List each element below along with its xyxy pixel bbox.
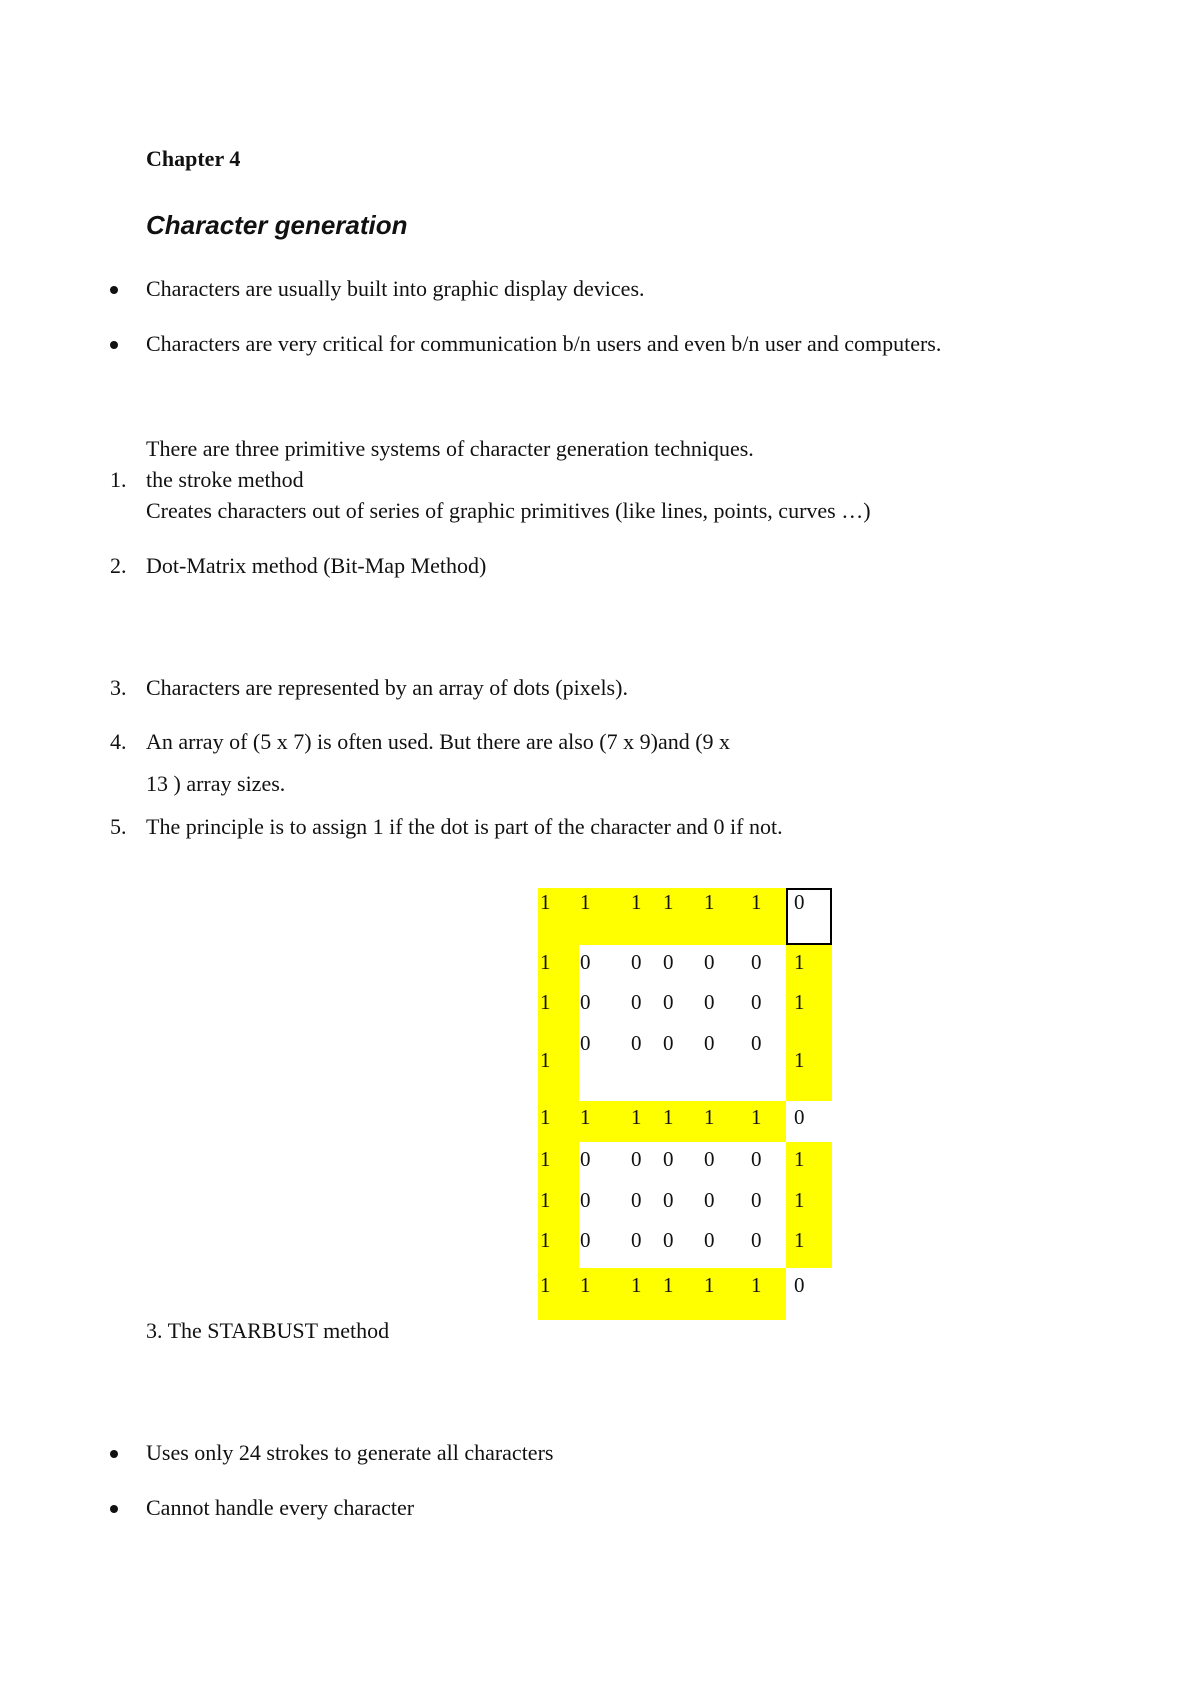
bitmap-cell: 1 xyxy=(663,1273,674,1297)
bitmap-cell: 0 xyxy=(751,950,762,974)
highlight-right-upper xyxy=(786,945,832,1101)
bitmap-cell: 0 xyxy=(663,1228,674,1252)
list-number: 3. xyxy=(110,675,127,700)
bitmap-cell: 0 xyxy=(663,1188,674,1212)
bitmap-cell: 1 xyxy=(580,1273,591,1297)
bitmap-cell: 1 xyxy=(580,890,591,914)
bitmap-cell: 0 xyxy=(751,990,762,1014)
bitmap-cell: 0 xyxy=(631,1188,642,1212)
bitmap-cell: 1 xyxy=(794,950,805,974)
bitmap-cell: 1 xyxy=(794,990,805,1014)
bitmap-grid xyxy=(538,888,832,1320)
starburst-heading: 3. The STARBUST method xyxy=(146,1318,390,1343)
bitmap-cell: 1 xyxy=(540,890,551,914)
bitmap-cell: 1 xyxy=(663,890,674,914)
techniques-intro: There are three primitive systems of character generation techniques. xyxy=(146,436,754,461)
bullet-icon xyxy=(110,1450,118,1458)
bitmap-cell: 1 xyxy=(631,1105,642,1129)
bitmap-cell: 0 xyxy=(580,1228,591,1252)
bitmap-cell: 1 xyxy=(540,1048,551,1072)
page-title: Character generation xyxy=(146,210,408,240)
bitmap-cell: 1 xyxy=(794,1048,805,1072)
bitmap-cell: 0 xyxy=(663,1147,674,1171)
bitmap-cell: 1 xyxy=(540,1273,551,1297)
bitmap-cell: 0 xyxy=(663,1031,674,1055)
bitmap-cell: 0 xyxy=(751,1228,762,1252)
highlight-right-lower xyxy=(786,1142,832,1268)
list-item-dot-matrix: Dot-Matrix method (Bit-Map Method) xyxy=(146,553,487,578)
list-number: 4. xyxy=(110,729,127,754)
bitmap-cell: 1 xyxy=(540,1228,551,1252)
list-item-array-sizes-cont: 13 ) array sizes. xyxy=(146,771,286,796)
highlight-middle-row xyxy=(538,1101,786,1142)
corner-box xyxy=(786,888,832,945)
bitmap-cell: 0 xyxy=(751,1188,762,1212)
bitmap-cell: 1 xyxy=(540,1147,551,1171)
list-number: 5. xyxy=(110,814,127,839)
list-item-stroke-desc: Creates characters out of series of graphic primitives (like lines, points, curves …) xyxy=(146,498,871,523)
bitmap-cell: 0 xyxy=(580,1147,591,1171)
bullet-icon xyxy=(110,286,118,294)
bitmap-cell: 0 xyxy=(704,990,715,1014)
bitmap-cell: 0 xyxy=(631,990,642,1014)
list-item-principle: The principle is to assign 1 if the dot is part of the character and 0 if not. xyxy=(146,814,783,839)
bitmap-cell: 0 xyxy=(794,890,805,914)
bitmap-cell: 1 xyxy=(704,1273,715,1297)
bullet-item: Characters are very critical for communication b/n users and even b/n user and computers. xyxy=(146,331,942,356)
bullet-item: Uses only 24 strokes to generate all characters xyxy=(146,1440,554,1465)
bitmap-cell: 0 xyxy=(704,1031,715,1055)
bitmap-cell: 0 xyxy=(704,950,715,974)
bitmap-cell: 1 xyxy=(751,1273,762,1297)
list-item-stroke: the stroke method xyxy=(146,467,304,492)
bitmap-cell: 1 xyxy=(631,890,642,914)
bitmap-cell: 0 xyxy=(631,1147,642,1171)
bitmap-cell: 0 xyxy=(580,1188,591,1212)
bitmap-cell: 1 xyxy=(631,1273,642,1297)
bitmap-cell: 1 xyxy=(751,890,762,914)
bitmap-cell: 0 xyxy=(580,950,591,974)
bitmap-cell: 1 xyxy=(794,1228,805,1252)
bullet-icon xyxy=(110,1505,118,1513)
bitmap-cell: 0 xyxy=(751,1147,762,1171)
bitmap-cell: 0 xyxy=(751,1031,762,1055)
bullet-item: Characters are usually built into graphic display devices. xyxy=(146,276,645,301)
bitmap-cell: 0 xyxy=(704,1147,715,1171)
bitmap-cell: 1 xyxy=(663,1105,674,1129)
bitmap-cell: 0 xyxy=(663,990,674,1014)
bitmap-cell: 0 xyxy=(794,1273,805,1297)
bitmap-cell: 1 xyxy=(794,1147,805,1171)
list-item-dots: Characters are represented by an array of dots (pixels). xyxy=(146,675,628,700)
list-item-array-sizes: An array of (5 x 7) is often used. But there are also (7 x 9)and (9 x xyxy=(146,729,731,754)
highlight-bottom-row xyxy=(538,1268,786,1320)
bitmap-cell: 1 xyxy=(540,1105,551,1129)
bullet-item: Cannot handle every character xyxy=(146,1495,415,1520)
bitmap-cell: 1 xyxy=(704,890,715,914)
bitmap-cell: 1 xyxy=(580,1105,591,1129)
bitmap-cell: 1 xyxy=(540,990,551,1014)
bitmap-cell: 1 xyxy=(540,950,551,974)
chapter-label: Chapter 4 xyxy=(146,146,241,171)
bitmap-cell: 0 xyxy=(704,1228,715,1252)
bitmap-cell: 1 xyxy=(751,1105,762,1129)
bitmap-cell: 0 xyxy=(631,950,642,974)
bitmap-cell: 1 xyxy=(704,1105,715,1129)
list-number: 2. xyxy=(110,553,127,578)
bitmap-cell: 0 xyxy=(631,1228,642,1252)
bitmap-cell: 0 xyxy=(631,1031,642,1055)
bitmap-cell: 1 xyxy=(794,1188,805,1212)
bullet-icon xyxy=(110,341,118,349)
bitmap-cell: 1 xyxy=(540,1188,551,1212)
bitmap-cell: 0 xyxy=(704,1188,715,1212)
bitmap-cell: 0 xyxy=(580,990,591,1014)
bitmap-cell: 0 xyxy=(794,1105,805,1129)
list-number: 1. xyxy=(110,467,127,492)
bitmap-cell: 0 xyxy=(580,1031,591,1055)
bitmap-cell: 0 xyxy=(663,950,674,974)
